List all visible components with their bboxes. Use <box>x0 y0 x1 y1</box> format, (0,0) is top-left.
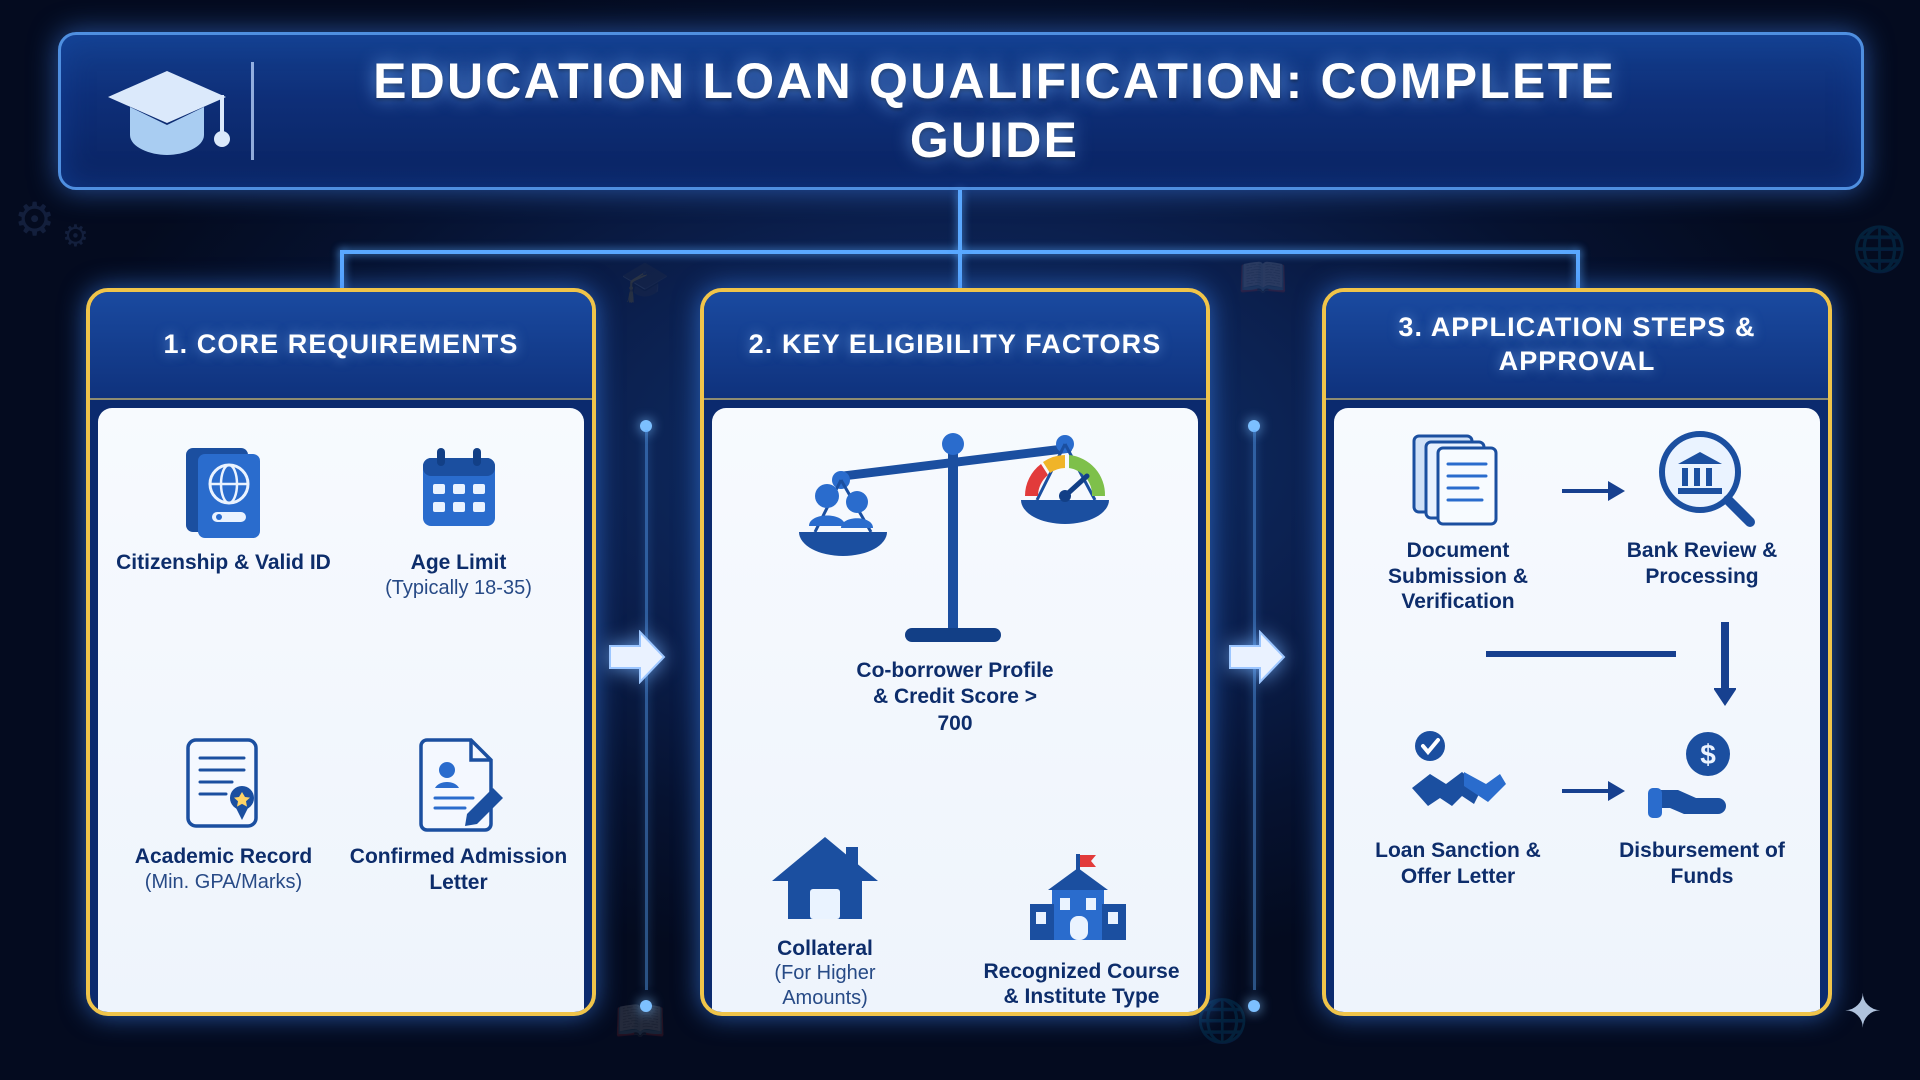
list-item-label: Loan Sanction & Offer Letter <box>1375 839 1541 888</box>
panel-header <box>90 292 592 400</box>
connector-dot <box>640 1000 652 1012</box>
balance-scale-credit-gauge-icon <box>775 422 1135 677</box>
book-icon: 📖 <box>1238 256 1288 300</box>
institute-building-icon <box>979 850 1184 955</box>
graduation-cap-icon <box>97 56 237 166</box>
list-item[interactable] <box>1594 426 1810 589</box>
step-arrow-2 <box>1228 630 1286 684</box>
list-item[interactable] <box>106 720 341 1014</box>
connector-dot <box>1248 1000 1260 1012</box>
panel-body <box>1334 408 1820 1016</box>
connector-rail-right <box>1253 430 1256 990</box>
list-item-sub: (Min. GPA/Marks) <box>144 870 303 893</box>
step-arrow-1 <box>608 630 666 684</box>
list-item-sub: (For Higher Amounts) <box>774 962 876 1009</box>
list-item[interactable] <box>341 426 576 720</box>
certificate-scroll-icon <box>172 726 276 838</box>
book-icon: 📖 <box>614 997 667 1044</box>
list-item-label: Citizenship & Valid ID <box>116 551 331 574</box>
house-icon <box>730 827 920 932</box>
mortarboard-icon: 🎓 <box>620 260 670 304</box>
list-item-title: Age Limit <box>410 551 507 574</box>
connector-vertical-center <box>958 190 962 252</box>
gear-icon: ⚙ <box>62 220 89 253</box>
bank-magnifier-icon <box>1594 426 1810 530</box>
panel-heading-2: 2. KEY ELIGIBILITY FACTORS <box>748 329 1162 360</box>
panel-key-eligibility-factors[interactable] <box>700 288 1210 1016</box>
page-title: EDUCATION LOAN QUALIFICATION: COMPLETE GUIDE <box>373 53 1616 168</box>
sparkle-icon: ✦ <box>1843 985 1882 1037</box>
list-item-label: Disbursement of Funds <box>1619 839 1785 888</box>
arrow-down-icon <box>1714 622 1736 714</box>
panel-heading-3: 3. APPLICATION STEPS & APPROVAL <box>1398 312 1756 376</box>
list-item-label: Document Submission & Verification <box>1387 539 1529 614</box>
panel-header <box>704 292 1206 400</box>
list-item-title: Collateral <box>777 936 873 960</box>
panel-application-steps-approval[interactable] <box>1322 288 1832 1016</box>
list-item[interactable] <box>1350 726 1566 889</box>
calendar-icon <box>407 432 511 544</box>
list-item-label: Confirmed Admission Letter <box>349 845 568 894</box>
connector-vertical-mid <box>958 250 962 292</box>
list-item-label <box>730 936 920 1010</box>
panel-header <box>1326 292 1828 400</box>
list-item[interactable] <box>341 720 576 1014</box>
list-item-title: Academic Record <box>134 845 313 868</box>
globe-icon: 🌐 <box>1852 225 1907 274</box>
connector-segment <box>1486 630 1676 664</box>
connector-vertical-left <box>340 250 344 292</box>
connector-vertical-right <box>1576 250 1580 292</box>
handshake-check-icon <box>1350 726 1566 830</box>
globe-icon: 🌐 <box>1196 997 1249 1044</box>
list-item-label: Bank Review & Processing <box>1626 539 1778 588</box>
list-item-label <box>135 844 312 894</box>
passport-id-icon <box>172 432 276 544</box>
documents-stack-icon <box>1350 426 1566 530</box>
list-item-label <box>385 550 532 600</box>
center-item-label: Co-borrower Profile & Credit Score > 700 <box>856 659 1054 735</box>
list-item[interactable] <box>1594 726 1810 889</box>
list-item-sub: (Typically 18-35) <box>385 576 532 599</box>
header-divider <box>251 62 254 160</box>
panel-body <box>712 408 1198 1016</box>
hand-coin-icon <box>1594 726 1810 830</box>
list-item[interactable] <box>730 827 920 1010</box>
admission-letter-icon <box>407 726 511 838</box>
panel-body <box>98 408 584 1016</box>
svg-text:$: $ <box>1700 739 1716 770</box>
header-banner <box>58 32 1864 190</box>
list-item[interactable] <box>1350 426 1566 615</box>
panel-heading-1: 1. CORE REQUIREMENTS <box>163 329 519 360</box>
connector-rail-left <box>645 430 648 990</box>
list-item[interactable] <box>979 850 1184 1010</box>
list-item[interactable] <box>106 426 341 720</box>
list-item-label: Recognized Course & Institute Type <box>983 959 1180 1009</box>
gear-icon: ⚙ <box>14 193 56 245</box>
panel-core-requirements[interactable] <box>86 288 596 1016</box>
